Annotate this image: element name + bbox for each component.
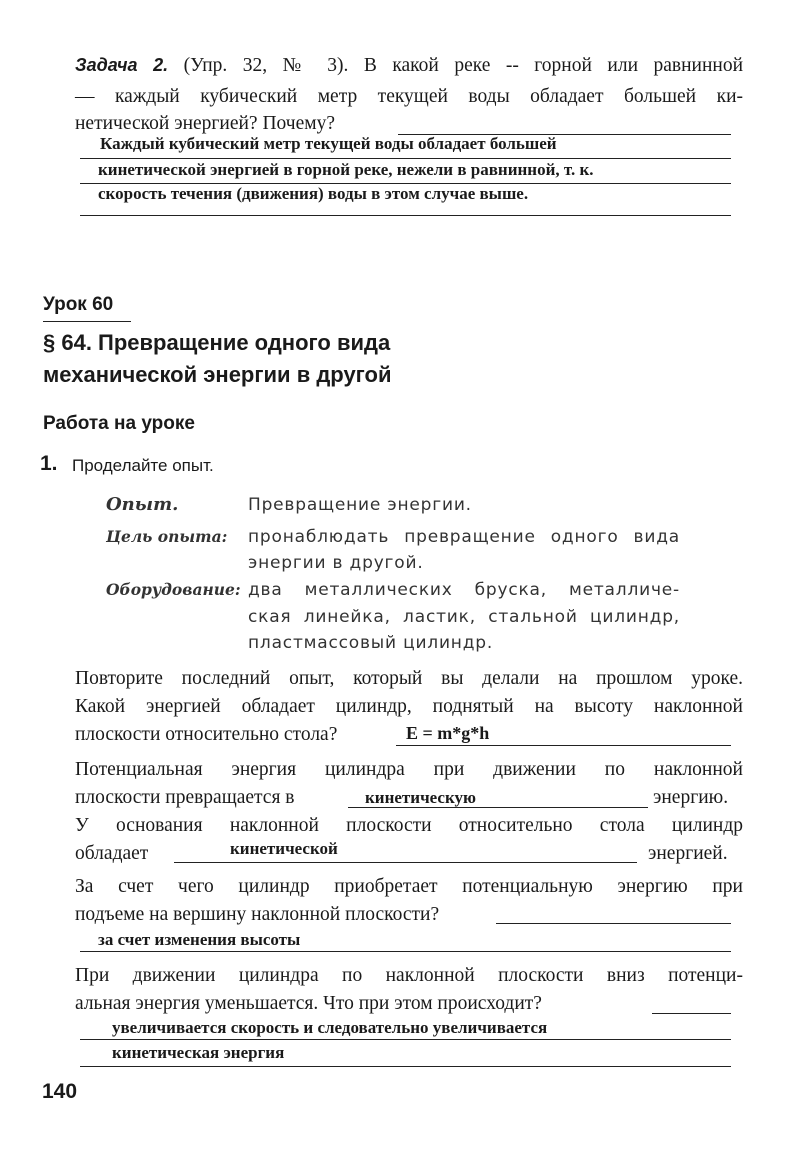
q1-line2: Какой энергией обладает цилиндр, поднятый на высоту наклонной [75, 696, 743, 717]
task2-answer-3: скорость течения (движения) воды в этом случае выше. [98, 184, 529, 203]
lesson-title-1: § 64. Превращение одного вида [43, 330, 391, 355]
section-title: Работа на уроке [43, 413, 195, 434]
q2-answer1: кинетическую [365, 788, 477, 807]
equipment-line3: пластмассовый цилиндр. [248, 633, 494, 653]
q4-answer-1: увеличивается скорость и следовательно увеличивается [112, 1018, 548, 1037]
equipment-line1: два металлических бруска, металличе- [248, 580, 680, 600]
experiment-value: Превращение энергии. [248, 495, 472, 515]
answer-line [80, 1066, 731, 1067]
task2-label: Задача 2. [75, 55, 169, 75]
equipment-label: Оборудование: [106, 580, 241, 599]
goal-label: Цель опыта: [106, 527, 228, 546]
answer-line [174, 862, 637, 863]
answer-line [348, 807, 648, 808]
page-number: 140 [42, 1080, 78, 1103]
q2-answer2: кинетической [230, 839, 338, 858]
answer-line [80, 215, 731, 216]
task2-line2: — каждый кубический метр текущей воды обладает большей ки- [75, 86, 743, 107]
answer-line [396, 745, 731, 746]
q4-answer-2: кинетическая энергия [112, 1043, 285, 1062]
q2-line4-start: обладает [75, 843, 149, 864]
task2-answer-2: кинетической энергией в горной реке, нежели в равнинной, т. к. [98, 160, 594, 179]
q1-line1: Повторите последний опыт, который вы делали на прошлом уроке. [75, 668, 743, 689]
q2-line2-end: энергию. [653, 787, 729, 808]
q4-line2: альная энергия уменьшается. Что при этом происходит? [75, 993, 542, 1014]
q3-line1: За счет чего цилиндр приобретает потенциальную энергию при [75, 876, 743, 897]
answer-line [80, 1039, 731, 1040]
answer-line [652, 1013, 731, 1014]
goal-line2: энергии в другой. [248, 553, 424, 573]
q1-line3: плоскости относительно стола? [75, 724, 338, 745]
q2-line2-start: плоскости превращается в [75, 787, 295, 808]
answer-line [496, 923, 731, 924]
q1-answer: E = m*g*h [406, 723, 490, 743]
task2-line1 [75, 55, 743, 77]
goal-line1: пронаблюдать превращение одного вида [248, 527, 680, 547]
q2-line1: Потенциальная энергия цилиндра при движении по наклонной [75, 759, 743, 780]
q3-answer: за счет изменения высоты [98, 930, 301, 949]
q2-line3: У основания наклонной плоскости относительно стола цилиндр [75, 815, 743, 836]
lesson-title-2: механической энергии в другой [43, 362, 392, 387]
task2-line3: нетической энергией? Почему? [75, 113, 335, 134]
q4-line1: При движении цилиндра по наклонной плоскости вниз потенци- [75, 965, 743, 986]
equipment-line2: ская линейка, ластик, стальной цилиндр, [248, 607, 680, 627]
task2-answer-1: Каждый кубический метр текущей воды обладает большей [100, 134, 557, 153]
exercise-prompt: Проделайте опыт. [72, 456, 214, 475]
lesson-number: Урок 60 [43, 294, 114, 315]
experiment-label: Опыт. [106, 494, 179, 515]
answer-line [80, 158, 731, 159]
exercise-number: 1. [40, 452, 58, 475]
lesson-underline [43, 321, 131, 322]
q2-line4-end: энергией. [648, 843, 728, 864]
task2-text-1: (Упр. 32, № 3). В какой реке -- горной или равнинной [183, 55, 744, 76]
answer-line [80, 951, 731, 952]
q3-line2: подъеме на вершину наклонной плоскости? [75, 904, 440, 925]
